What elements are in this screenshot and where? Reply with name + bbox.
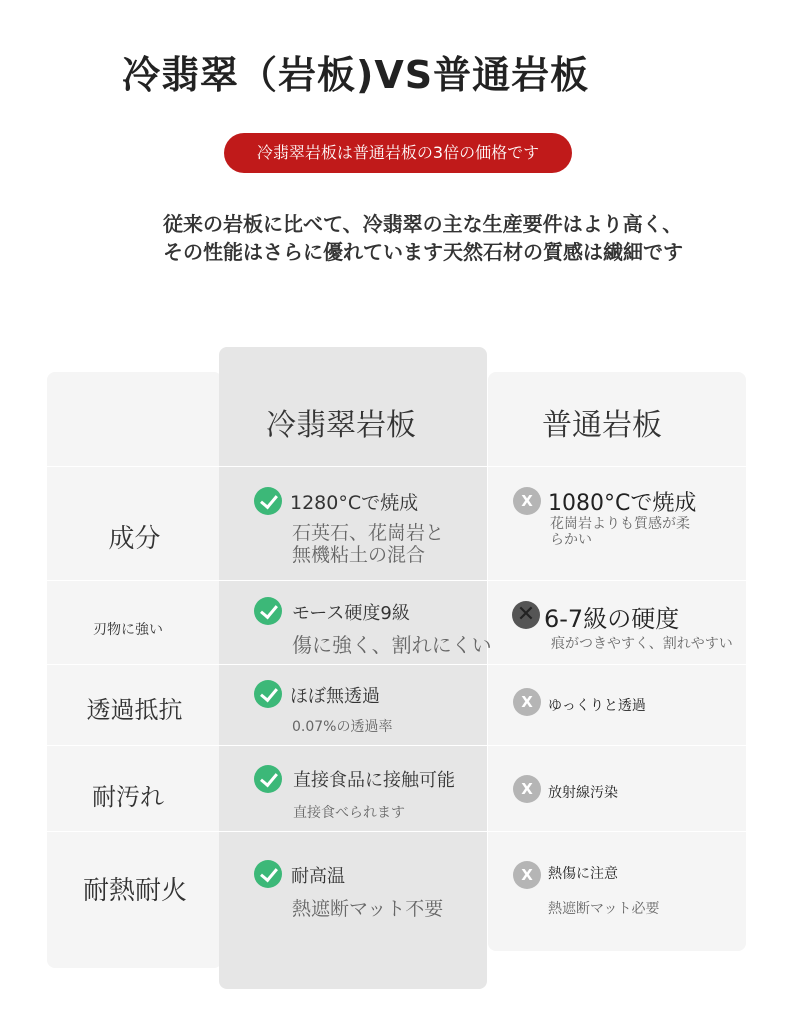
product-detail-line: 石英石、花崗岩と (292, 522, 445, 544)
normal-title: 6-7級の硬度 (544, 605, 680, 633)
product-detail: 0.07%の透過率 (292, 719, 393, 735)
price-badge: 冷翡翠岩板は普通岩板の3倍の価格です (224, 133, 572, 173)
normal-detail-line: 花崗岩よりも質感が柔 (550, 516, 690, 532)
row-label-heat-resistance: 耐熱耐火 (83, 876, 188, 906)
column-header-product: 冷翡翠岩板 (266, 408, 416, 443)
column-header-normal: 普通岩板 (542, 408, 662, 443)
normal-title: 放射線汚染 (548, 785, 618, 801)
row-divider (47, 580, 746, 581)
normal-title: ゆっくりと透過 (548, 698, 646, 714)
check-circle-icon (254, 487, 282, 515)
normal-title: 熱傷に注意 (548, 866, 618, 882)
normal-detail: 熱遮断マット必要 (548, 901, 660, 917)
normal-detail-line: らかい (550, 532, 592, 548)
row-divider (47, 664, 746, 665)
check-circle-icon (254, 597, 282, 625)
page-title: 冷翡翠（岩板)VS普通岩板 (122, 53, 590, 97)
x-circle-icon: X (513, 487, 541, 515)
normal-title: 1080°Cで焼成 (548, 491, 697, 516)
product-detail (292, 522, 444, 566)
normal-detail (550, 516, 690, 548)
row-label-cut-resistance: 刃物に強い (93, 622, 163, 638)
product-title: 1280°Cで焼成 (290, 492, 419, 514)
x-circle-icon: X (513, 861, 541, 889)
product-title: 直接食品に接触可能 (293, 770, 455, 791)
row-divider (47, 831, 746, 832)
check-circle-icon (254, 680, 282, 708)
intro-text (163, 210, 683, 266)
product-title: 耐高温 (291, 866, 345, 887)
row-divider (47, 745, 746, 746)
check-circle-icon (254, 860, 282, 888)
row-label-composition: 成分 (108, 524, 161, 554)
product-detail: 直接食べられます (293, 805, 405, 821)
x-circle-icon: X (513, 688, 541, 716)
check-circle-icon (254, 765, 282, 793)
row-label-stain-resistance: 耐汚れ (92, 783, 164, 811)
product-title: モース硬度9級 (292, 603, 410, 624)
x-circle-icon: X (513, 775, 541, 803)
product-detail-line: 無機粘土の混合 (292, 544, 426, 566)
row-label-permeation: 透過抵抗 (86, 696, 183, 724)
intro-line-2: その性能はさらに優れています天然石材の質感は繊細です (163, 240, 683, 264)
normal-detail: 痕がつきやすく、割れやすい (551, 636, 733, 652)
x-circle-icon: ✕ (512, 601, 540, 629)
row-divider (47, 466, 746, 467)
product-detail: 熱遮断マット不要 (292, 898, 444, 920)
intro-line-1: 従来の岩板に比べて、冷翡翠の主な生産要件はより高く、 (163, 212, 683, 236)
product-title: ほぼ無透過 (290, 686, 380, 707)
product-detail: 傷に強く、割れにくい (292, 633, 492, 657)
